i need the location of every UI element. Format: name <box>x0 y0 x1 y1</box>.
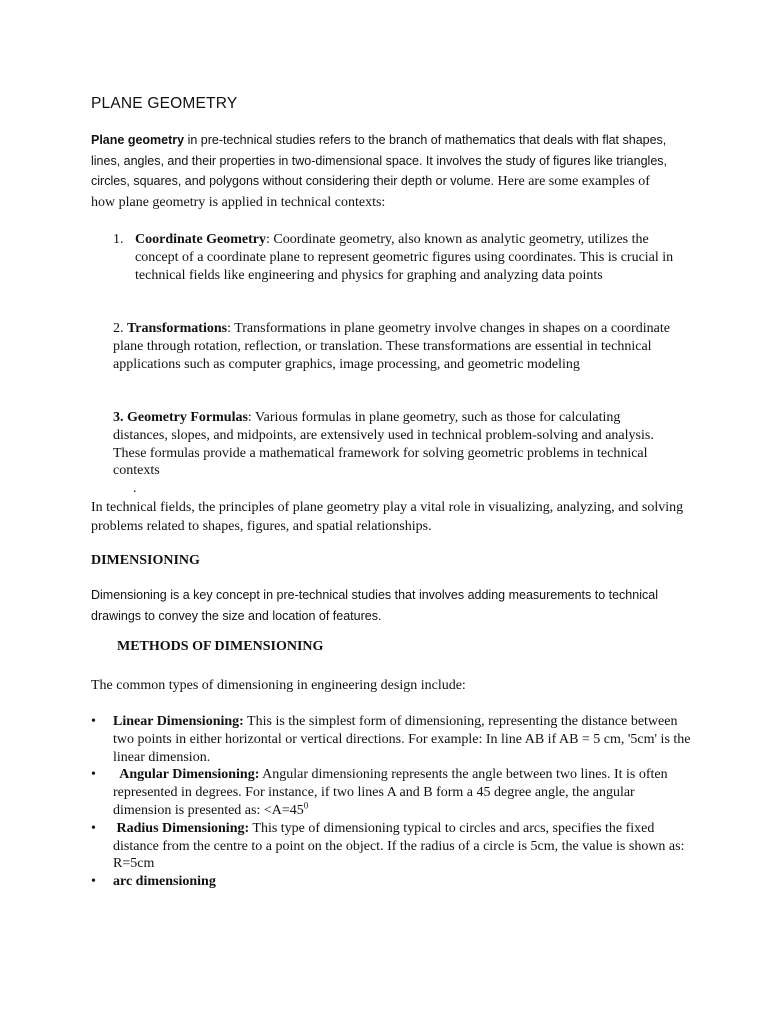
bullet-icon: • <box>91 874 96 890</box>
dimensioning-types-list <box>91 713 691 891</box>
heading-methods-of-dimensioning: METHODS OF DIMENSIONING <box>117 639 324 654</box>
example-number: 3. <box>113 410 127 425</box>
example-title: Geometry Formulas <box>127 410 248 425</box>
list-item-angular-dimensioning <box>91 766 691 819</box>
heading-plane-geometry: PLANE GEOMETRY <box>91 95 238 112</box>
dimensioning-line-2: drawings to convey the size and location of features. <box>91 609 382 623</box>
list-item-title: Radius Dimensioning: <box>113 820 250 836</box>
intro-bold-term: Plane geometry <box>91 133 185 147</box>
example-item-transformations <box>113 320 673 373</box>
bullet-icon: • <box>91 767 96 783</box>
intro-line-4: how plane geometry is applied in technical contexts: <box>91 194 386 210</box>
example-text: : Coordinate geometry, also known as analytic geometry, utilizes the concept of a coordinate plane to represent geometric figures using coordinates. This is crucial in technical fields like engineering and physics for graphing and analyzing data points <box>135 232 674 283</box>
intro-line-3-sans: circles, squares, and polygons without considering their depth or volume. <box>91 174 494 188</box>
example-number: 2. <box>113 321 127 336</box>
stray-dot: . <box>133 481 137 496</box>
common-types-intro: The common types of dimensioning in engineering design include: <box>91 678 466 693</box>
list-item-text: Angular dimensioning represents the angle between two lines. It is often represented in degrees. For instance, if two lines A and B form a 45 degree angle, the angular dimension is presented as: <A=45 <box>113 767 668 818</box>
example-item-coordinate-geometry <box>113 231 688 284</box>
bullet-icon: • <box>91 820 96 836</box>
example-list <box>113 231 688 284</box>
example-text: : Various formulas in plane geometry, such as those for calculating distances, slopes, and midpoints, are extensively used in technical problem-solving and analysis. These formulas provide a mathematical framework for solving geometric problems in technical contexts <box>113 410 654 479</box>
dimensioning-line-1: Dimensioning is a key concept in pre-technical studies that involves adding measurements to technical <box>91 588 658 602</box>
bullet-icon: • <box>91 714 96 729</box>
closing-paragraph: In technical fields, the principles of plane geometry play a vital role in visualizing, analyzing, and solving problems related to shapes, figures, and spatial relationships. <box>91 500 684 534</box>
intro-paragraph <box>91 130 691 213</box>
intro-line-1-rest: in pre-technical studies refers to the branch of mathematics that deals with flat shapes, <box>184 133 667 147</box>
example-number: 1. <box>113 232 124 247</box>
heading-dimensioning: DIMENSIONING <box>91 553 200 568</box>
dimensioning-paragraph <box>91 585 701 627</box>
intro-line-2: lines, angles, and their properties in two-dimensional space. It involves the study of figures like triangles, <box>91 153 667 168</box>
list-item-linear-dimensioning <box>91 713 691 766</box>
list-item-title: Angular Dimensioning: <box>113 767 260 783</box>
example-title: Transformations <box>127 321 228 336</box>
list-item-arc-dimensioning <box>91 873 691 891</box>
intro-line-1 <box>91 130 691 151</box>
degree-superscript: 0 <box>303 800 309 811</box>
intro-line-3 <box>91 171 691 193</box>
example-item-geometry-formulas <box>113 409 678 480</box>
example-text: : Transformations in plane geometry involve changes in shapes on a coordinate plane through rotation, reflection, or translation. These transformations are essential in technical applications such as computer graphics, image processing, and geometric modeling <box>113 321 670 372</box>
list-item-title: arc dimensioning <box>113 874 216 890</box>
example-title: Coordinate Geometry <box>135 232 267 247</box>
list-item-title: Linear Dimensioning: <box>113 714 244 729</box>
intro-line-3-serif: Here are some examples of <box>494 174 650 189</box>
list-item-text: This type of dimensioning typical to circles and arcs, specifies the fixed distance from the centre to a point on the object. If the radius of a circle is 5cm, the value is shown as: R=5cm <box>113 820 685 872</box>
list-item-text: This is the simplest form of dimensioning, representing the distance between two points in either horizontal or vertical directions. For example: In line AB if AB = 5 cm, '5cm' is the linear dimension. <box>113 714 691 765</box>
list-item-radius-dimensioning <box>91 820 691 873</box>
